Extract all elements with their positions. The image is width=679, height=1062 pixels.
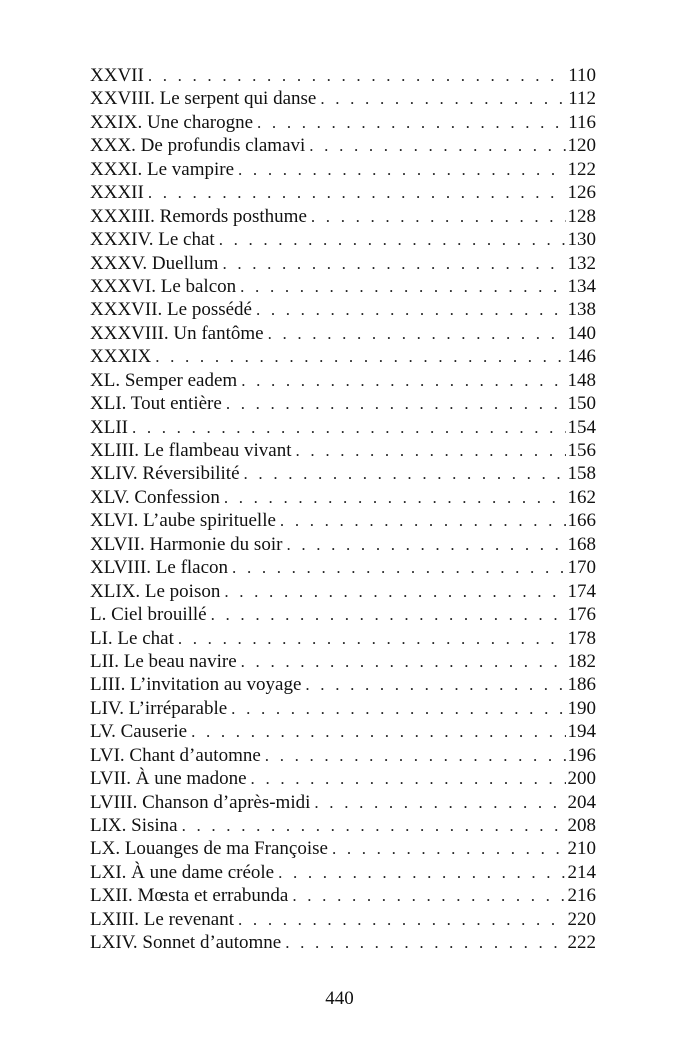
toc-entry-page: 194: [567, 721, 596, 743]
toc-entry-page: 162: [567, 486, 596, 508]
toc-entry-page: 170: [567, 557, 596, 579]
toc-entry: [90, 603, 596, 626]
toc-entry-page: 132: [567, 252, 596, 274]
toc-entry-title: XLIII. Le flambeau vivant: [90, 440, 292, 461]
toc-entry-page: 208: [567, 815, 596, 836]
toc-entry-page: 156: [567, 440, 596, 461]
page-number: 440: [325, 988, 354, 1009]
toc-entry-title: XLVII. Harmonie du soir: [90, 533, 283, 555]
toc-dot-leader: [224, 486, 566, 509]
toc-entry-page: 186: [567, 674, 596, 696]
toc-dot-leader: [238, 908, 565, 931]
toc-entry: [90, 814, 596, 837]
toc-dot-leader: [224, 580, 565, 603]
toc-entry-title: LV. Causerie: [90, 721, 188, 743]
toc-entry-page: 112: [568, 88, 596, 110]
toc-entry: [90, 111, 596, 134]
table-of-contents: [90, 64, 596, 955]
toc-entry-title: XLVIII. Le flacon: [90, 557, 229, 579]
toc-dot-leader: [286, 533, 565, 556]
toc-entry: [90, 791, 596, 814]
toc-entry: [90, 486, 596, 509]
toc-dot-leader: [219, 228, 566, 251]
toc-entry-title: LXII. Mœsta et errabunda: [90, 885, 289, 907]
toc-entry-title: XLI. Tout entière: [90, 393, 222, 415]
toc-entry: [90, 533, 596, 556]
toc-entry-title: XXVII: [90, 65, 144, 86]
toc-dot-leader: [244, 462, 566, 485]
toc-entry-page: 154: [567, 416, 596, 438]
toc-dot-leader: [178, 627, 566, 650]
toc-entry-title: XLVI. L’aube spirituelle: [90, 510, 276, 532]
toc-entry-page: 220: [567, 908, 596, 930]
toc-entry: [90, 416, 596, 439]
toc-entry-page: 168: [567, 533, 596, 555]
toc-dot-leader: [265, 744, 566, 767]
toc-dot-leader: [278, 861, 565, 884]
toc-entry-title: LXI. À une dame créole: [90, 861, 275, 883]
toc-entry-title: XXIX. Une charogne: [90, 111, 254, 133]
toc-dot-leader: [238, 158, 565, 181]
toc-entry-title: L. Ciel brouillé: [90, 604, 207, 626]
toc-entry-page: 182: [567, 650, 596, 672]
toc-dot-leader: [292, 884, 565, 907]
toc-entry-title: XLIV. Réversibilité: [90, 463, 240, 485]
toc-dot-leader: [241, 650, 566, 673]
toc-entry-title: XLII: [90, 416, 128, 438]
toc-entry: [90, 158, 596, 181]
toc-entry-page: 146: [567, 346, 596, 368]
toc-entry-page: 216: [567, 885, 596, 907]
toc-dot-leader: [311, 205, 566, 228]
toc-dot-leader: [268, 322, 566, 345]
toc-entry-page: 204: [567, 791, 596, 813]
toc-entry: [90, 392, 596, 415]
toc-entry: [90, 87, 596, 110]
toc-entry-title: XL. Semper eadem: [90, 369, 238, 391]
toc-dot-leader: [241, 369, 565, 392]
toc-entry-title: LVII. À une madone: [90, 768, 247, 790]
toc-entry-page: 138: [567, 299, 596, 321]
toc-entry-title: XLV. Confession: [90, 486, 220, 508]
toc-entry: [90, 275, 596, 298]
toc-entry-title: XXXIV. Le chat: [90, 229, 215, 251]
toc-entry: [90, 837, 596, 860]
toc-entry: [90, 462, 596, 485]
toc-entry: [90, 322, 596, 345]
toc-entry-title: XXXIII. Remords posthume: [90, 205, 307, 227]
toc-entry-title: LXIII. Le revenant: [90, 908, 235, 930]
toc-entry-title: XXXIX: [90, 346, 152, 368]
toc-entry: [90, 720, 596, 743]
toc-dot-leader: [320, 87, 566, 110]
toc-entry: [90, 650, 596, 673]
toc-entry: [90, 908, 596, 931]
toc-dot-leader: [257, 111, 566, 134]
toc-entry: [90, 767, 596, 790]
toc-dot-leader: [285, 931, 565, 954]
toc-entry-page: 178: [567, 627, 596, 649]
toc-entry-title: XXVIII. Le serpent qui danse: [90, 88, 317, 110]
toc-entry-page: 210: [567, 838, 596, 860]
toc-entry: [90, 861, 596, 884]
toc-entry: [90, 580, 596, 603]
toc-entry: [90, 205, 596, 228]
toc-entry-title: LIX. Sisina: [90, 815, 178, 836]
toc-dot-leader: [251, 767, 566, 790]
toc-dot-leader: [296, 439, 566, 462]
toc-dot-leader: [182, 814, 566, 837]
toc-dot-leader: [231, 697, 565, 720]
toc-entry-title: XLIX. Le poison: [90, 580, 221, 602]
toc-dot-leader: [211, 603, 566, 626]
toc-dot-leader: [332, 837, 566, 860]
toc-entry: [90, 884, 596, 907]
toc-entry-page: 176: [567, 604, 596, 626]
toc-dot-leader: [309, 134, 565, 157]
toc-entry-page: 200: [567, 768, 596, 790]
toc-dot-leader: [148, 181, 566, 204]
toc-dot-leader: [148, 64, 566, 87]
toc-entry: [90, 744, 596, 767]
toc-entry: [90, 181, 596, 204]
toc-entry-page: 174: [567, 580, 596, 602]
toc-dot-leader: [280, 509, 566, 532]
toc-entry: [90, 345, 596, 368]
toc-entry: [90, 228, 596, 251]
toc-entry: [90, 252, 596, 275]
toc-entry-title: XXXVI. Le balcon: [90, 275, 237, 297]
toc-entry-title: XXX. De profundis clamavi: [90, 135, 306, 157]
toc-entry-page: 134: [567, 275, 596, 297]
toc-entry-page: 130: [567, 229, 596, 251]
toc-entry-page: 150: [567, 393, 596, 415]
toc-entry: [90, 134, 596, 157]
toc-entry-title: LIV. L’irréparable: [90, 697, 228, 719]
toc-dot-leader: [232, 556, 565, 579]
toc-entry-page: 214: [567, 861, 596, 883]
toc-entry-page: 120: [567, 135, 596, 157]
toc-entry-page: 222: [567, 932, 596, 954]
toc-entry: [90, 673, 596, 696]
toc-entry-title: LI. Le chat: [90, 627, 174, 649]
toc-entry: [90, 556, 596, 579]
toc-dot-leader: [132, 416, 566, 439]
toc-dot-leader: [226, 392, 566, 415]
toc-entry-page: 196: [567, 744, 596, 766]
toc-entry-title: LII. Le beau navire: [90, 650, 237, 672]
toc-entry: [90, 697, 596, 720]
toc-entry-title: LXIV. Sonnet d’automne: [90, 932, 282, 954]
toc-dot-leader: [155, 345, 565, 368]
toc-entry-title: LIII. L’invitation au voyage: [90, 674, 302, 696]
toc-entry-page: 116: [568, 111, 596, 133]
toc-dot-leader: [240, 275, 565, 298]
toc-dot-leader: [305, 673, 565, 696]
toc-entry-page: 122: [567, 158, 596, 180]
toc-entry-page: 148: [567, 369, 596, 391]
toc-entry: [90, 931, 596, 954]
toc-entry-title: XXXII: [90, 182, 144, 204]
toc-entry-page: 126: [567, 182, 596, 204]
toc-entry: [90, 509, 596, 532]
toc-entry: [90, 439, 596, 462]
toc-entry: [90, 298, 596, 321]
toc-entry-page: 110: [568, 65, 596, 86]
toc-entry-title: XXXI. Le vampire: [90, 158, 235, 180]
toc-dot-leader: [314, 791, 565, 814]
toc-entry-page: 166: [567, 510, 596, 532]
toc-entry-title: LVIII. Chanson d’après-midi: [90, 791, 311, 813]
toc-entry: [90, 627, 596, 650]
toc-dot-leader: [222, 252, 565, 275]
toc-entry-title: XXXV. Duellum: [90, 252, 219, 274]
toc-entry-title: XXXVII. Le possédé: [90, 299, 252, 321]
toc-entry-page: 158: [567, 463, 596, 485]
toc-entry: [90, 369, 596, 392]
toc-dot-leader: [256, 298, 566, 321]
toc-entry-page: 140: [567, 322, 596, 344]
toc-entry: [90, 64, 596, 87]
toc-entry-title: XXXVIII. Un fantôme: [90, 322, 264, 344]
toc-entry-title: LX. Louanges de ma Françoise: [90, 838, 328, 860]
toc-dot-leader: [191, 720, 565, 743]
toc-entry-title: LVI. Chant d’automne: [90, 744, 261, 766]
toc-entry-page: 128: [567, 205, 596, 227]
toc-entry-page: 190: [567, 697, 596, 719]
